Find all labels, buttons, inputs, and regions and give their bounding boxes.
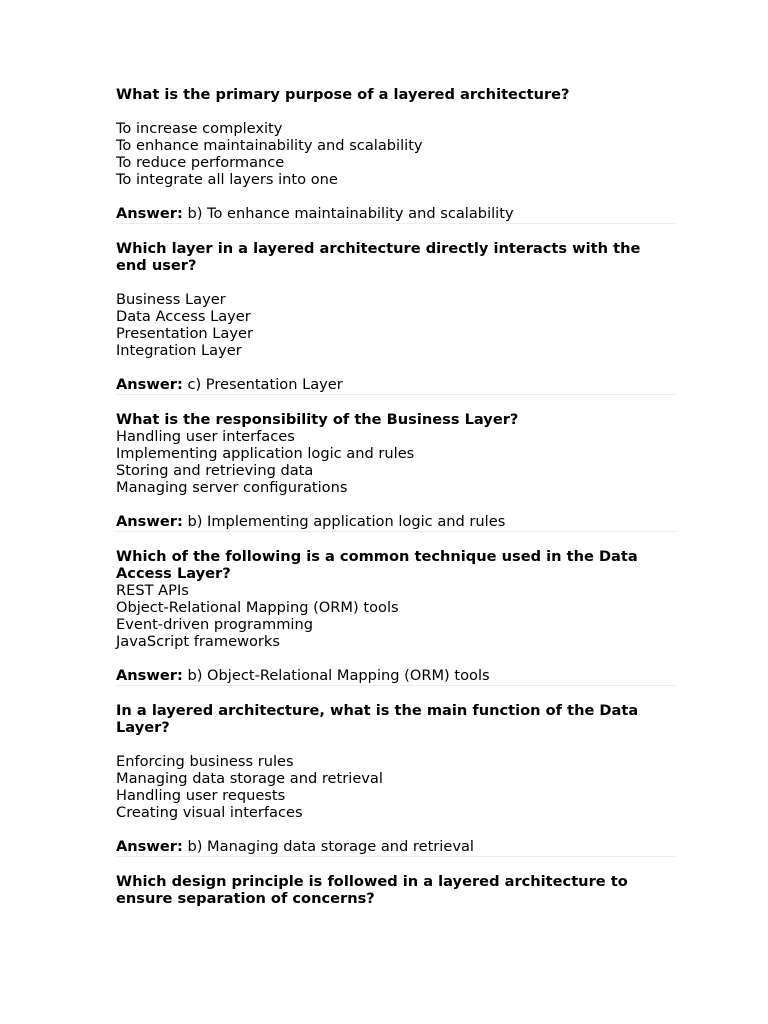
answer-label: Answer: <box>116 513 183 530</box>
answer-text: c) Presentation Layer <box>187 376 343 393</box>
answer-label: Answer: <box>116 838 183 855</box>
option-item: To increase complexity <box>116 120 283 137</box>
option-item: To reduce performance <box>116 154 285 171</box>
answer-line <box>116 667 676 686</box>
option-item: Data Access Layer <box>116 308 251 325</box>
answer-line <box>116 205 676 224</box>
question-text: What is the responsibility of the Business Layer? <box>116 411 519 428</box>
options-list <box>116 428 676 496</box>
question-block <box>116 411 676 532</box>
answer-text: b) To enhance maintainability and scalability <box>187 205 514 222</box>
answer-text: b) Object-Relational Mapping (ORM) tools <box>187 667 490 684</box>
option-item: Handling user interfaces <box>116 428 295 445</box>
option-item: Business Layer <box>116 291 226 308</box>
option-item: Storing and retrieving data <box>116 462 314 479</box>
option-item: REST APIs <box>116 582 189 599</box>
option-item: Enforcing business rules <box>116 753 294 770</box>
question-block <box>116 873 676 907</box>
answer-label: Answer: <box>116 376 183 393</box>
option-item: Object-Relational Mapping (ORM) tools <box>116 599 399 616</box>
option-item: Event-driven programming <box>116 616 313 633</box>
options-list <box>116 582 676 650</box>
option-item: Handling user requests <box>116 787 286 804</box>
option-item: Creating visual interfaces <box>116 804 303 821</box>
question-text: Which layer in a layered architecture directly interacts with the end user? <box>116 240 641 274</box>
option-item: Managing server configurations <box>116 479 348 496</box>
question-text: Which design principle is followed in a layered architecture to ensure separation of concerns? <box>116 873 628 907</box>
document-page <box>116 86 676 907</box>
options-list <box>116 753 676 821</box>
answer-line <box>116 376 676 395</box>
answer-text: b) Implementing application logic and rules <box>187 513 506 530</box>
option-item: Presentation Layer <box>116 325 253 342</box>
answer-label: Answer: <box>116 205 183 222</box>
question-block <box>116 86 676 224</box>
option-item: To enhance maintainability and scalability <box>116 137 423 154</box>
answer-label: Answer: <box>116 667 183 684</box>
question-block <box>116 240 676 395</box>
question-block <box>116 548 676 686</box>
question-block <box>116 702 676 857</box>
answer-line <box>116 513 676 532</box>
option-item: To integrate all layers into one <box>116 171 338 188</box>
option-item: Integration Layer <box>116 342 242 359</box>
options-list <box>116 120 676 188</box>
option-item: Implementing application logic and rules <box>116 445 415 462</box>
question-text: In a layered architecture, what is the main function of the Data Layer? <box>116 702 639 736</box>
answer-text: b) Managing data storage and retrieval <box>187 838 474 855</box>
option-item: JavaScript frameworks <box>116 633 280 650</box>
question-text: What is the primary purpose of a layered architecture? <box>116 86 570 103</box>
option-item: Managing data storage and retrieval <box>116 770 383 787</box>
options-list <box>116 291 676 359</box>
question-text: Which of the following is a common technique used in the Data Access Layer? <box>116 548 638 582</box>
answer-line <box>116 838 676 857</box>
